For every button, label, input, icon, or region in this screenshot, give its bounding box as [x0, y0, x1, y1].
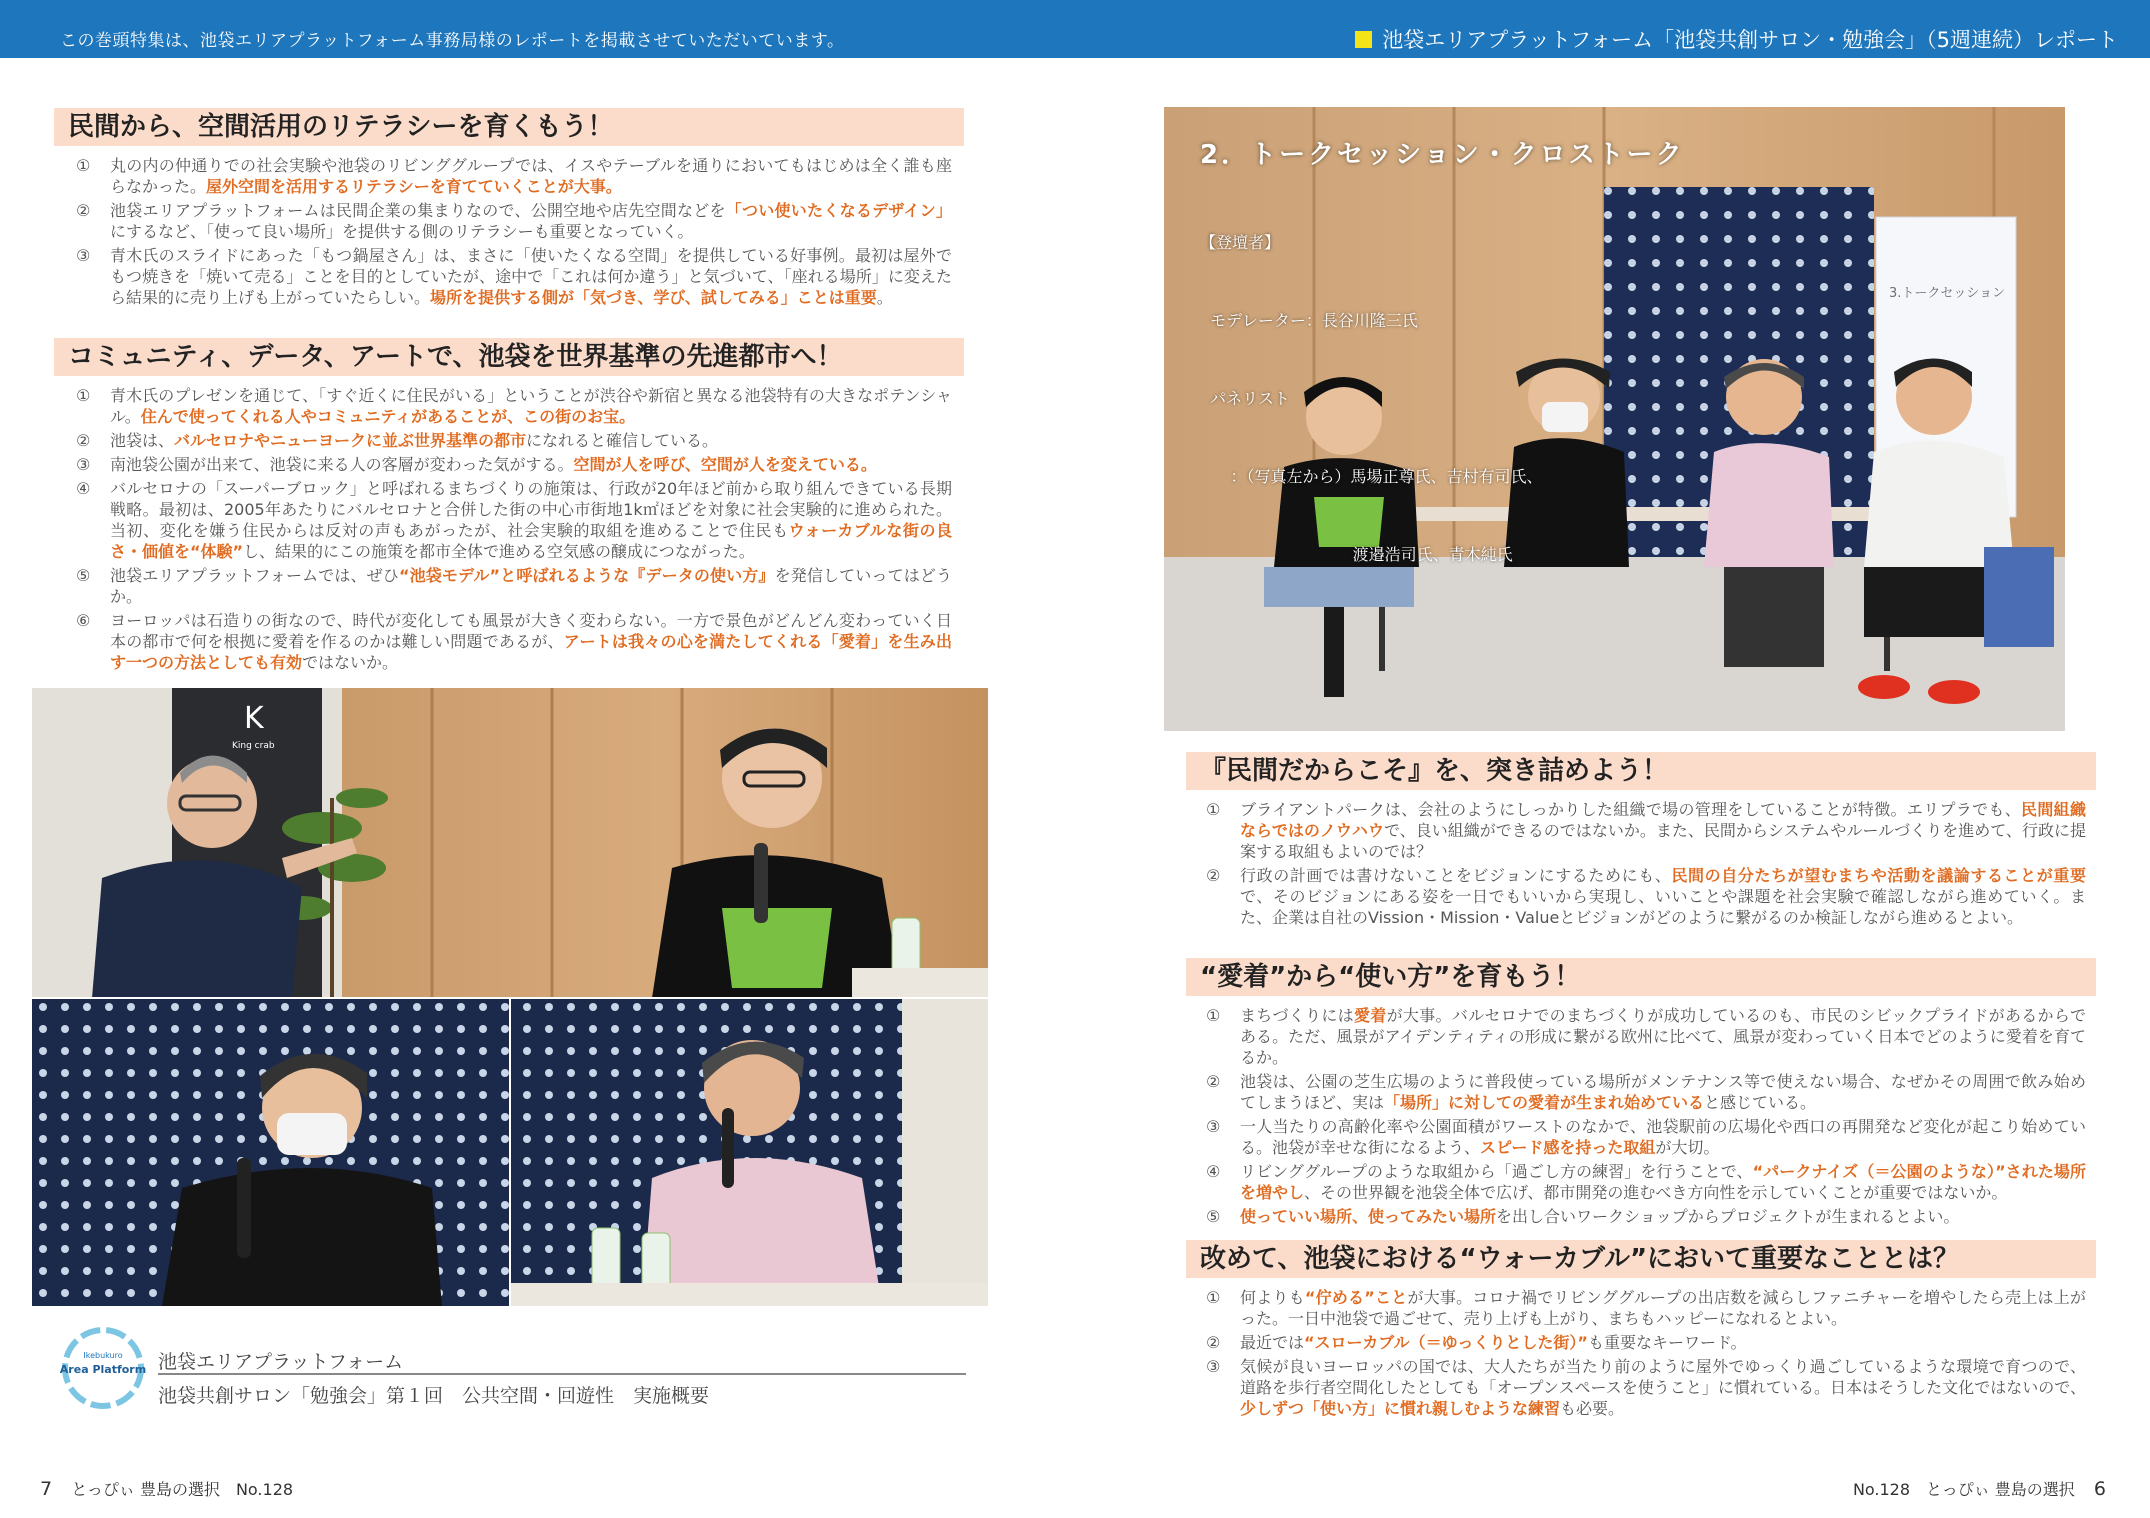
- item-number: ②: [1206, 866, 1221, 885]
- svg-text:Ikebukuro: Ikebukuro: [83, 1351, 123, 1360]
- item-text-lead: 青木氏のプレゼンを通じて、「すぐ近くに住民がいる」ということが渋谷や新宿と異なる池袋特有の大きなポテンシャル。: [110, 386, 952, 426]
- left-page-number: 7: [40, 1478, 53, 1500]
- item-text: [1240, 1356, 2086, 1419]
- item-text-lead: 最近では: [1240, 1333, 1305, 1352]
- item-text-tail: を出し合いワークショップからプロジェクトが生まれるとよい。: [1496, 1207, 1960, 1226]
- item-text-lead: 行政の計画では書けないことをビジョンにするためにも、: [1240, 866, 1672, 885]
- photo-caption-line: モデレーター：長谷川隆三氏: [1200, 311, 1418, 330]
- item-highlight: 空間が人を呼び、空間が人を変えている。: [573, 455, 877, 474]
- item-highlight: 使っていい場所、使ってみたい場所: [1240, 1207, 1497, 1226]
- photo-caption-line: パネリスト: [1200, 389, 1290, 408]
- item-number: ②: [1206, 1333, 1221, 1352]
- section1-heading: 民間から、空間活用のリテラシーを育くもう！: [54, 108, 964, 146]
- item-text-tail: で、そのビジョンにある姿を一日でもいいから実現し、いいことや課題を社会実験で確認しながら進めていく。また、企業は自社のVission・Mission・Valueとビジョンがどのように繋がるのか検証しながら進めるとよい。: [1240, 887, 2086, 927]
- photo-caption-line: ：（写真左から）馬場正尊氏、吉村有司氏、: [1200, 467, 1543, 486]
- yellow-square-icon: [1355, 31, 1372, 48]
- section2-list: [76, 385, 952, 676]
- list-item: [1206, 865, 2086, 928]
- item-text: [1240, 1206, 2086, 1227]
- item-number: ②: [76, 201, 91, 220]
- list-item: [76, 245, 952, 308]
- item-text-lead: ヨーロッパは石造りの街なので、時代が変化しても風景が大きく変わらない。一方で景色がどんどん変わっていく日本の都市で何を根拠に愛着を作るのかは難しい問題であるが、: [110, 611, 952, 651]
- item-highlight: 「場所」に対しての愛着が生まれ始めている: [1384, 1093, 1705, 1112]
- item-text-tail: を発信していってはどうか。: [110, 566, 952, 606]
- left-footer-text: とっぴぃ 豊島の選択 No.128: [71, 1480, 294, 1499]
- list-item: [76, 200, 952, 242]
- item-number: ⑥: [76, 611, 91, 630]
- photo-caption-title: 2．トークセッション・クロストーク: [1200, 140, 1685, 170]
- list-item: [76, 155, 952, 197]
- item-text-tail: が大事。バルセロナでのまちづくりが成功しているのも、市民のシビックプライドがあるからである。ただ、風景がアイデンティティの形成に繋がる欧州に比べて、風景が変わっていく日本でどのように愛着を育てるか。: [1240, 1006, 2086, 1067]
- list-item: [1206, 1071, 2086, 1113]
- item-text-tail: ではないか。: [302, 653, 399, 672]
- item-text-lead: 池袋エリアプラットフォームは民間企業の集まりなので、公開空地や店先空間などを: [110, 201, 726, 220]
- item-highlight: 場所を提供する側が「気づき、学び、試してみる」ことは重要: [430, 288, 877, 307]
- item-text-tail: も重要なキーワード。: [1587, 1333, 1747, 1352]
- list-item: [1206, 1161, 2086, 1203]
- item-highlight: 屋外空間を活用するリテラシーを育てていくことが大事。: [206, 177, 622, 196]
- item-text-tail: も必要。: [1560, 1399, 1625, 1418]
- item-text-lead: 一人当たりの高齢化率や公園面積がワーストのなかで、池袋駅前の広場化や西口の再開発など変化が起こり始めている。池袋が幸せな街になるよう、: [1240, 1117, 2086, 1157]
- list-item: [1206, 1332, 2086, 1353]
- item-number: ①: [1206, 1288, 1221, 1307]
- photo-caption-lines: [1200, 178, 1543, 594]
- item-text-tail: が大切。: [1655, 1138, 1720, 1157]
- item-text: [110, 200, 952, 242]
- item-highlight: バルセロナやニューヨークに並ぶ世界基準の都市: [174, 431, 527, 450]
- item-highlight: 愛着: [1353, 1006, 1387, 1025]
- item-text-lead: バルセロナの「スーパーブロック」と呼ばれるまちづくりの施策は、行政が20年ほど前から取り組んできている長期戦略。最初は、2005年あたりにバルセロナと合併した街の中心市街地1k㎡ほどを対象に社会実験的に進められた。当初、変化を嫌う住民からは反対の声もあがったが、社会実験的取組を進めることで住民も: [110, 479, 952, 540]
- item-number: ④: [1206, 1162, 1221, 1181]
- item-text-lead: 気候が良いヨーロッパの国では、大人たちが当たり前のように屋外でゆっくり過ごしているような環境で育つので、道路を歩行者空間化したとしても「オープンスペースを使うこと」に慣れている。日本はそうした文化ではないので、: [1240, 1357, 2086, 1397]
- item-text: [1240, 1287, 2086, 1329]
- list-item: [1206, 1116, 2086, 1158]
- caption-org: 池袋エリアプラットフォーム: [158, 1351, 404, 1373]
- seminar-photo-collage: [32, 688, 988, 1306]
- item-text: [110, 385, 952, 427]
- photo-caption-line: 【登壇者】: [1200, 233, 1281, 252]
- section2-heading: コミュニティ、データ、アートで、池袋を世界基準の先進都市へ！: [54, 338, 964, 376]
- list-item: [76, 385, 952, 427]
- item-text-lead: 丸の内の仲通りでの社会実験や池袋のリビンググループでは、イスやテーブルを通りにおいてもはじめは全く誰も座らなかった。: [110, 156, 952, 196]
- list-item: [76, 565, 952, 607]
- right-footer: [1853, 1477, 2106, 1500]
- header-right-text: 池袋エリアプラットフォーム「池袋共創サロン・勉強会」（5週連続）レポート: [1382, 28, 2118, 52]
- item-text-tail: になれると確信している。: [526, 431, 719, 450]
- item-number: ③: [76, 246, 91, 265]
- list-item: [1206, 1356, 2086, 1419]
- item-text: [110, 245, 952, 308]
- item-highlight: ウォーカブルな街の良さ・価値を“体験”: [110, 521, 952, 561]
- item-text-tail: と感じている。: [1704, 1093, 1817, 1112]
- item-text-tail: 。: [876, 288, 893, 307]
- list-item: [1206, 1005, 2086, 1068]
- item-text-lead: 池袋エリアプラットフォームでは、ぜひ: [110, 566, 399, 585]
- sign-letter: K: [244, 701, 264, 736]
- item-number: ②: [76, 431, 91, 450]
- section5-heading: 改めて、池袋における“ウォーカブル”において重要なこととは？: [1186, 1240, 2096, 1278]
- item-text-lead: 何よりも: [1240, 1288, 1305, 1307]
- item-number: ①: [1206, 1006, 1221, 1025]
- item-text: [110, 155, 952, 197]
- header-left-text: この巻頭特集は、池袋エリアプラットフォーム事務局様のレポートを掲載させていただいています。: [60, 31, 845, 51]
- item-number: ②: [1206, 1072, 1221, 1091]
- item-text: [110, 478, 952, 562]
- svg-text:Area Platform: Area Platform: [60, 1363, 146, 1376]
- item-highlight: 「つい使いたくなるデザイン」: [725, 201, 952, 220]
- list-item: [1206, 1206, 2086, 1227]
- caption-desc: 池袋共創サロン「勉強会」第１回 公共空間・回遊性 実施概要: [158, 1385, 710, 1407]
- item-text-lead: 池袋は、公園の芝生広場のように普段使っている場所がメンテナンス等で使えない場合、なぜかその周囲で飲み始めてしまうほど、実は: [1240, 1072, 2086, 1112]
- caption-divider: [158, 1373, 966, 1375]
- item-highlight: “池袋モデル”と呼ばれるような『データの使い方』: [398, 566, 775, 585]
- item-highlight: 民間の自分たちが望むまちや活動を議論することが重要: [1671, 866, 2086, 885]
- item-highlight: “スローカブル（＝ゆっくりとした街）”: [1304, 1333, 1588, 1352]
- section4-list: [1206, 1005, 2086, 1230]
- item-highlight: スピード感を持った取組: [1480, 1138, 1656, 1157]
- item-text: [1240, 865, 2086, 928]
- left-footer: [40, 1477, 293, 1500]
- item-text: [110, 454, 952, 475]
- item-text: [110, 430, 952, 451]
- item-text-tail: で、良い組織ができるのではないか。また、民間からシステムやルールづくりを進めて、行政に提案する取組もよいのでは？: [1240, 821, 2086, 861]
- item-number: ③: [1206, 1117, 1221, 1136]
- item-text: [1240, 1071, 2086, 1113]
- item-text: [1240, 1116, 2086, 1158]
- section4-heading: “愛着”から“使い方”を育もう！: [1186, 958, 2096, 996]
- item-text-lead: まちづくりには: [1240, 1006, 1354, 1025]
- list-item: [1206, 1287, 2086, 1329]
- item-text: [110, 610, 952, 673]
- item-number: ⑤: [76, 566, 91, 585]
- list-item: [76, 430, 952, 451]
- right-footer-text: No.128 とっぴぃ 豊島の選択: [1852, 1480, 2075, 1499]
- item-highlight: 住んで使ってくれる人やコミュニティがあることが、この街のお宝。: [140, 407, 636, 426]
- item-number: ①: [76, 156, 91, 175]
- sign-sub: King crab: [232, 741, 275, 751]
- item-number: ③: [76, 455, 91, 474]
- item-text-tail: にするなど、「使って良い場所」を提供する側のリテラシーも重要となっていく。: [110, 222, 694, 241]
- list-item: [1206, 799, 2086, 862]
- header-bar: [0, 0, 2150, 58]
- section1-list: [76, 155, 952, 311]
- item-highlight: “佇める”こと: [1304, 1288, 1408, 1307]
- list-item: [76, 478, 952, 562]
- item-number: ①: [76, 386, 91, 405]
- item-number: ⑤: [1206, 1207, 1221, 1226]
- item-text-lead: 池袋は、: [110, 431, 175, 450]
- list-item: [76, 454, 952, 475]
- item-text-tail: が大事。コロナ禍でリビンググループの出店数を減らしファニチャーを増やしたら売上は上がった。一日中池袋で過ごせて、売り上げも上がり、まちもハッピーになれるとよい。: [1240, 1288, 2086, 1328]
- item-number: ①: [1206, 800, 1221, 819]
- item-text-tail: し、結果的にこの施策を都市全体で進める空気感の醸成につながった。: [243, 542, 755, 561]
- svg-text:3.トークセッション: 3.トークセッション: [1889, 286, 2006, 301]
- item-text-lead: 南池袋公園が出来て、池袋に来る人の客層が変わった気がする。: [110, 455, 574, 474]
- item-text: [1240, 1161, 2086, 1203]
- photo-caption-line: 渡邉浩司氏、青木純氏: [1200, 545, 1513, 564]
- item-number: ③: [1206, 1357, 1221, 1376]
- item-number: ④: [76, 479, 91, 498]
- area-platform-logo: [60, 1325, 146, 1411]
- right-page-number: 6: [2093, 1478, 2106, 1500]
- item-text-lead: リビンググループのような取組から「過ごし方の練習」を行うことで、: [1240, 1162, 1753, 1181]
- item-text: [110, 565, 952, 607]
- section3-heading: 『民間だからこそ』を、突き詰めよう！: [1186, 752, 2096, 790]
- item-text: [1240, 1332, 2086, 1353]
- item-text: [1240, 1005, 2086, 1068]
- item-highlight: “パークナイズ（＝公園のような）”された場所を増やし: [1240, 1162, 2086, 1202]
- header-right: [1355, 24, 2118, 54]
- section3-list: [1206, 799, 2086, 931]
- item-highlight: アートは我々の心を満たしてくれる「愛着」を生み出す一つの方法としても有効: [110, 632, 952, 672]
- item-text-lead: ブライアントパークは、会社のようにしっかりした組織で場の管理をしていることが特徴。エリプラでも、: [1240, 800, 2022, 819]
- list-item: [76, 610, 952, 673]
- item-text-tail: 、その世界観を池袋全体で広げ、都市開発の進むべき方向性を示していくことが重要ではないか。: [1304, 1183, 2008, 1202]
- item-highlight: 少しずつ「使い方」に慣れ親しむような練習: [1240, 1399, 1561, 1418]
- section5-list: [1206, 1287, 2086, 1422]
- item-highlight: 民間組織ならではのノウハウ: [1240, 800, 2086, 840]
- item-text: [1240, 799, 2086, 862]
- item-text-lead: 青木氏のスライドにあった「もつ鍋屋さん」は、まさに「使いたくなる空間」を提供している好事例。最初は屋外でもつ焼きを「焼いて売る」ことを目的としていたが、途中で「これは何か違う」と気づいて、「座れる場所」に変えたら結果的に売り上げも上がっていたらしい。: [110, 246, 952, 307]
